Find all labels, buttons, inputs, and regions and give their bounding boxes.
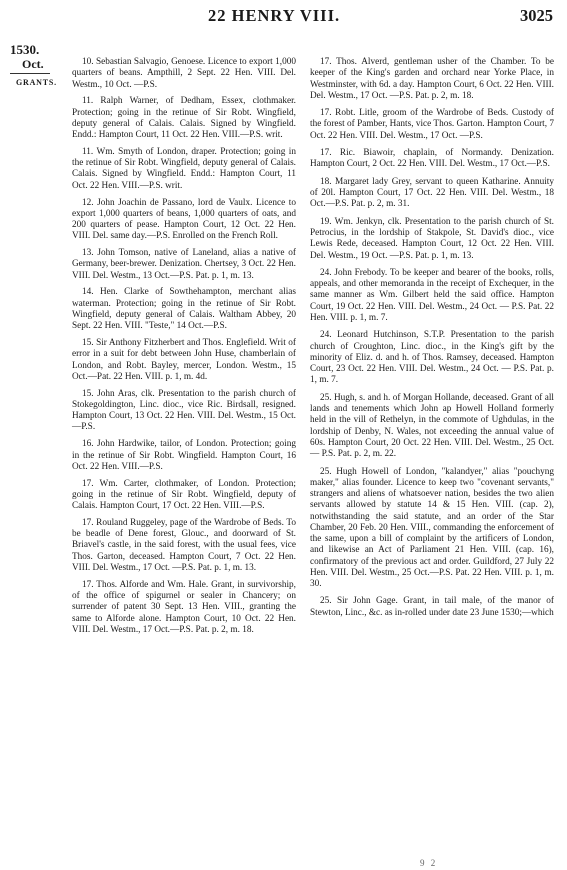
calendar-entry: 15. John Aras, clk. Presentation to the parish church of Stokegoldington, Linc. dioc., vice Ric. Birdsall, resigned. Hampton Court, 13 Oct. 22 Hen. VIII. Del. Westm., 15 Oct.—P.S. xyxy=(72,388,296,433)
calendar-entry: 25. Hugh, s. and h. of Morgan Hollande, deceased. Grant of all lands and tenements which John ap Howell Holland formerly held in the vill of Rethelyn, in the commote of Ughdulas, in the lordship of Denby, N. Wales, not exceeding the annual value of 60s. Hampton Court, 20 Oct. 22 Hen. VIII. Del. Westm., 25 Oct. — P.S. Pat. p. 2, m. 22. xyxy=(310,392,554,460)
calendar-entry: 13. John Tomson, native of Laneland, alias a native of Germany, beer-brewer. Denization. Chertsey, 3 Oct. 22 Hen. VIII. Del. Westm., 13 Oct.—P.S. Pat. p. 1, m. 13. xyxy=(72,248,296,281)
margin-notes xyxy=(10,42,66,87)
calendar-entry: 15. Sir Anthony Fitzherbert and Thos. Englefield. Writ of error in a suit for debt between John Huse, chamberlain of London, and Robt. Bayley, mercer, London. Westm., 15 Oct.—Pat. 22 Hen. VIII. p. 1, m. 4d. xyxy=(72,338,296,382)
calendar-entry: 17. Thos. Alverd, gentleman usher of the Chamber. To be keeper of the King's garden and orchard near Yorke Place, in Westminster, with 6d. a day. Hampton Court, 6 Oct. 22 Hen. VIII. Del. Westm., 17 Oct. —P.S. Pat. p. 2, m. 18. xyxy=(310,57,554,101)
calendar-entry: 11. Ralph Warner, of Dedham, Essex, clothmaker. Protection; going in the retinue of Sir Robt. Wingfield, deputy general of Calais. Calais. Signed by Wingfield. Endd.: Hampton Court, 11 Oct. 22 Hen. VIII.—P.S. writ. xyxy=(72,96,296,141)
margin-year: 1530. xyxy=(10,42,40,57)
calendar-entry: 14. Hen. Clarke of Sowthehampton, merchant alias waterman. Protection; going in the retinue of Sir Robt. Wingfield, deputy general of Calais. Waltham Abbey, 20 Sept. 22 Hen. VIII. "Teste," 14 Oct.—P.S. xyxy=(72,287,296,332)
calendar-entry: 17. Ric. Biawoir, chaplain, of Normandy. Denization. Hampton Court, 2 Oct. 22 Hen. VIII. Del. Westm., 17 Oct.—P.S. xyxy=(310,148,554,170)
calendar-entry: 18. Margaret lady Grey, servant to queen Katharine. Annuity of 20l. Hampton Court, 17 Oct. 22 Hen. VIII. Del. Westm., 18 Oct.—P.S. Pat. p. 2, m. 31. xyxy=(310,176,554,210)
calendar-entry: 17. Wm. Carter, clothmaker, of London. Protection; going in the retinue of Sir Robt. Wingfield, deputy of Calais. Hampton Court, 17 Oct. 22 Hen. VIII.—P.S. xyxy=(72,478,296,512)
calendar-entry: 24. John Frebody. To be keeper and bearer of the books, rolls, appeals, and other memoranda in the receipt of Exchequer, in the same manner as Wm. Gilbert held the said office. Hampton Court, 19 Oct. 22 Hen. VIII. Del. Westm., 24 Oct. — P.S. Pat. 22 Hen. VIII. p. 1, m. 7. xyxy=(310,267,554,323)
signature-mark: 9 2 xyxy=(420,858,438,868)
margin-divider xyxy=(10,73,50,74)
margin-section-heading: GRANTS. xyxy=(16,78,57,87)
page-header-title: 22 HENRY VIII. xyxy=(208,6,341,25)
calendar-entry: 11. Wm. Smyth of London, draper. Protection; going in the retinue of Sir Robt. Wingfield, deputy general of Calais. Calais. Signed by Wingfield. Endd.: Hampton Court, 11 Oct. 22 Hen. VIII.—P.S. writ. xyxy=(72,146,296,191)
margin-month: Oct. xyxy=(22,57,44,71)
calendar-entry: 24. Leonard Hutchinson, S.T.P. Presentation to the parish church of Croughton, Linc. dioc., in the King's gift by the minority of Eliz. d. and h. of Thos. Ramsey, deceased. Hampton Court, 23 Oct. 22 Hen. VIII. Del. Westm., 24 Oct. — P.S. Pat. p. 1, m. 7. xyxy=(310,330,554,386)
calendar-entry: 10. Sebastian Salvagio, Genoese. Licence to export 1,000 quarters of beans. Ampthill, 2 Sept. 22 Hen. VIII. Del. Westm., 10 Oct. —P.S. xyxy=(72,57,296,90)
calendar-entry: 17. Thos. Alforde and Wm. Hale. Grant, in survivorship, of the office of spigurnel or sealer in Chancery; on surrender of patent 30 Sept. 13 Hen. VIII., granting the same to Alforde alone. Hampton Court, 10 Oct. 22 Hen. VIII. Del. Westm., 17 Oct.—P.S. Pat. p. 2, m. 18. xyxy=(72,579,296,635)
right-column xyxy=(310,57,554,625)
calendar-entry: 17. Rouland Ruggeley, page of the Wardrobe of Beds. To be beadle of Dene forest, Glouc., and doorward of St. Briavel's castle, in the said forest, with the usual fees, vice Thos. Garton, deceased. Hampton Court, 7 Oct. 22 Hen. VIII. Del. Westm., 17 Oct. —P.S. Pat. p. 1, m. 13. xyxy=(72,517,296,573)
calendar-entry: 25. Hugh Howell of London, "kalandyer," alias "pouchyng maker," alias founder. Licence to keep two "covenant servants," strangers and aliens of whatsoever nation, besides the two alien servants allowed by statute 14 & 15 Hen. VIII. (cap. 2), notwithstanding the said statute, and an order of the Star Chamber, 20 Feb. 20 Hen. VIII., commanding the enforcement of the same, upon a bill of complaint by the artificers of London, and likewise an Act of Parliament 21 Hen. VIII. (cap. 16), confirmatory of the previous act and order. Guildford, 27 July 22 Hen. VIII. Del. Westm., 25 Oct.—P.S. Pat. 22 Hen. VIII. p. 1, m. 30. xyxy=(310,466,554,589)
page-number: 3025 xyxy=(520,6,553,25)
left-column xyxy=(72,57,296,642)
calendar-entry: 19. Wm. Jenkyn, clk. Presentation to the parish church of St. Petrocius, in the lordship of Stakpole, St. David's dioc., vice Lewis Rede, deceased. Hampton Court, 12 Oct. 22 Hen. VIII. Del. Westm., 19 Oct. —P.S. Pat. p. 1, m. 13. xyxy=(310,216,554,261)
calendar-entry: 25. Sir John Gage. Grant, in tail male, of the manor of Stewton, Linc., &c. as in-rolled under date 23 June 1530;—which xyxy=(310,596,554,618)
calendar-entry: 16. John Hardwike, tailor, of London. Protection; going in the retinue of Sir Robt. Wingfield. Hampton Court, 16 Oct. 22 Hen. VIII.—P.S. xyxy=(72,439,296,472)
calendar-entry: 17. Robt. Litle, groom of the Wardrobe of Beds. Custody of the forest of Pamber, Hants, vice Thos. Garton. Hampton Court, 7 Oct. 22 Hen. VIII. Del. Westm., 17 Oct. —P.S. xyxy=(310,108,554,141)
calendar-entry: 12. John Joachin de Passano, lord de Vaulx. Licence to export 1,000 quarters of beans, 1,000 quarters of oats, and 200 quarters of pease. Hampton Court, 12 Oct. 22 Hen. VIII. Del. same day.—P.S. Enrolled on the French Roll. xyxy=(72,197,296,242)
